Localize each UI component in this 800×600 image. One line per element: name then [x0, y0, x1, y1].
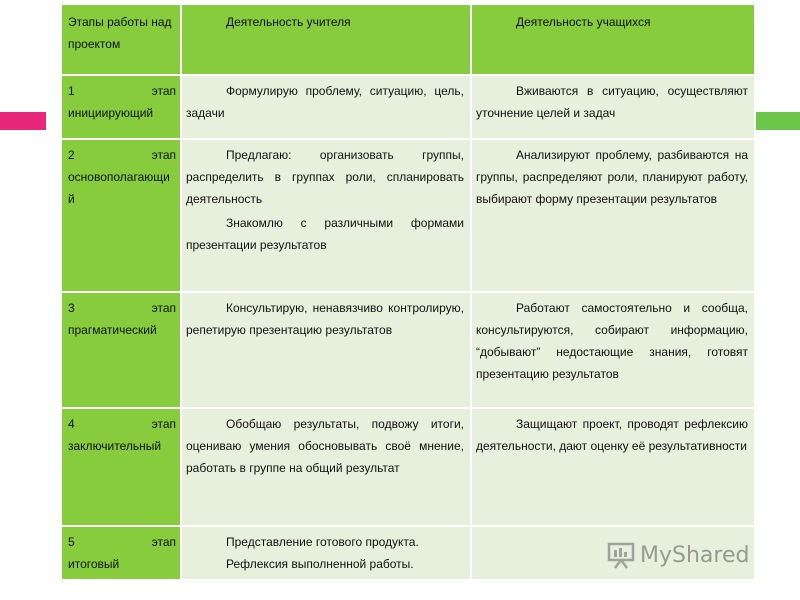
header-students: Деятельность учащихся — [471, 4, 755, 75]
students-text: Работают самостоятельно и сообща, консультируются, собирают информацию, “добывают” недостающие знания, готовят презентацию результатов — [476, 301, 748, 381]
teacher-activity — [181, 526, 471, 580]
project-stages-table — [60, 3, 756, 581]
students-text: Вживаются в ситуацию, осуществляют уточнение целей и задач — [476, 84, 748, 120]
teacher-text: Рефлексия выполненной работы. — [226, 557, 414, 571]
stage-name: заключительный — [68, 439, 162, 453]
teacher-text: Представление готового продукта. — [226, 535, 419, 549]
table-row — [61, 408, 755, 526]
stage-cell — [61, 408, 181, 526]
stage-name: прагматический — [68, 323, 157, 337]
table-row — [61, 139, 755, 292]
stage-number: 1 этап — [68, 84, 176, 98]
students-text: Защищают проект, проводят рефлексию деятельности, дают оценку её результативности — [476, 417, 748, 453]
students-activity — [471, 75, 755, 139]
students-activity — [471, 139, 755, 292]
watermark — [606, 540, 749, 570]
teacher-activity — [181, 75, 471, 139]
teacher-text: Обобщаю результаты, подвожу итоги, оцениваю умения обосновывать своё мнение, работать в группе на общий результат — [186, 417, 464, 475]
teacher-activity — [181, 292, 471, 408]
teacher-text: Знакомлю с различными формами презентации результатов — [186, 216, 464, 252]
teacher-activity — [181, 139, 471, 292]
students-activity — [471, 292, 755, 408]
stage-cell — [61, 292, 181, 408]
watermark-text: MyShared — [640, 542, 750, 568]
teacher-text: Предлагаю: организовать группы, распределить в группах роли, спланировать деятельность — [186, 148, 464, 206]
table-row — [61, 75, 755, 139]
presentation-board-icon — [606, 541, 636, 569]
stage-number: 2 этап — [68, 148, 176, 162]
header-stages: Этапы работы над проектом — [61, 4, 181, 75]
stage-number: 4 этап — [68, 417, 176, 431]
stage-cell — [61, 526, 181, 580]
table-row — [61, 292, 755, 408]
table-header-row — [61, 4, 755, 75]
accent-bar-right — [752, 112, 800, 130]
teacher-activity — [181, 408, 471, 526]
stage-number: 5 этап — [68, 535, 176, 549]
stage-name: итоговый — [68, 557, 120, 571]
accent-bar-left — [0, 112, 46, 130]
stage-name: основополагающий — [68, 170, 170, 206]
stage-cell — [61, 75, 181, 139]
stage-number: 3 этап — [68, 301, 176, 315]
stage-cell — [61, 139, 181, 292]
students-text: Анализируют проблему, разбиваются на группы, распределяют роли, планируют работу, выбирают форму презентации результатов — [476, 148, 748, 206]
teacher-text: Консультирую, ненавязчиво контролирую, репетирую презентацию результатов — [186, 301, 464, 337]
students-activity — [471, 408, 755, 526]
header-teacher: Деятельность учителя — [181, 4, 471, 75]
teacher-text: Формулирую проблему, ситуацию, цель, задачи — [186, 84, 464, 120]
stage-name: инициирующий — [68, 106, 154, 120]
